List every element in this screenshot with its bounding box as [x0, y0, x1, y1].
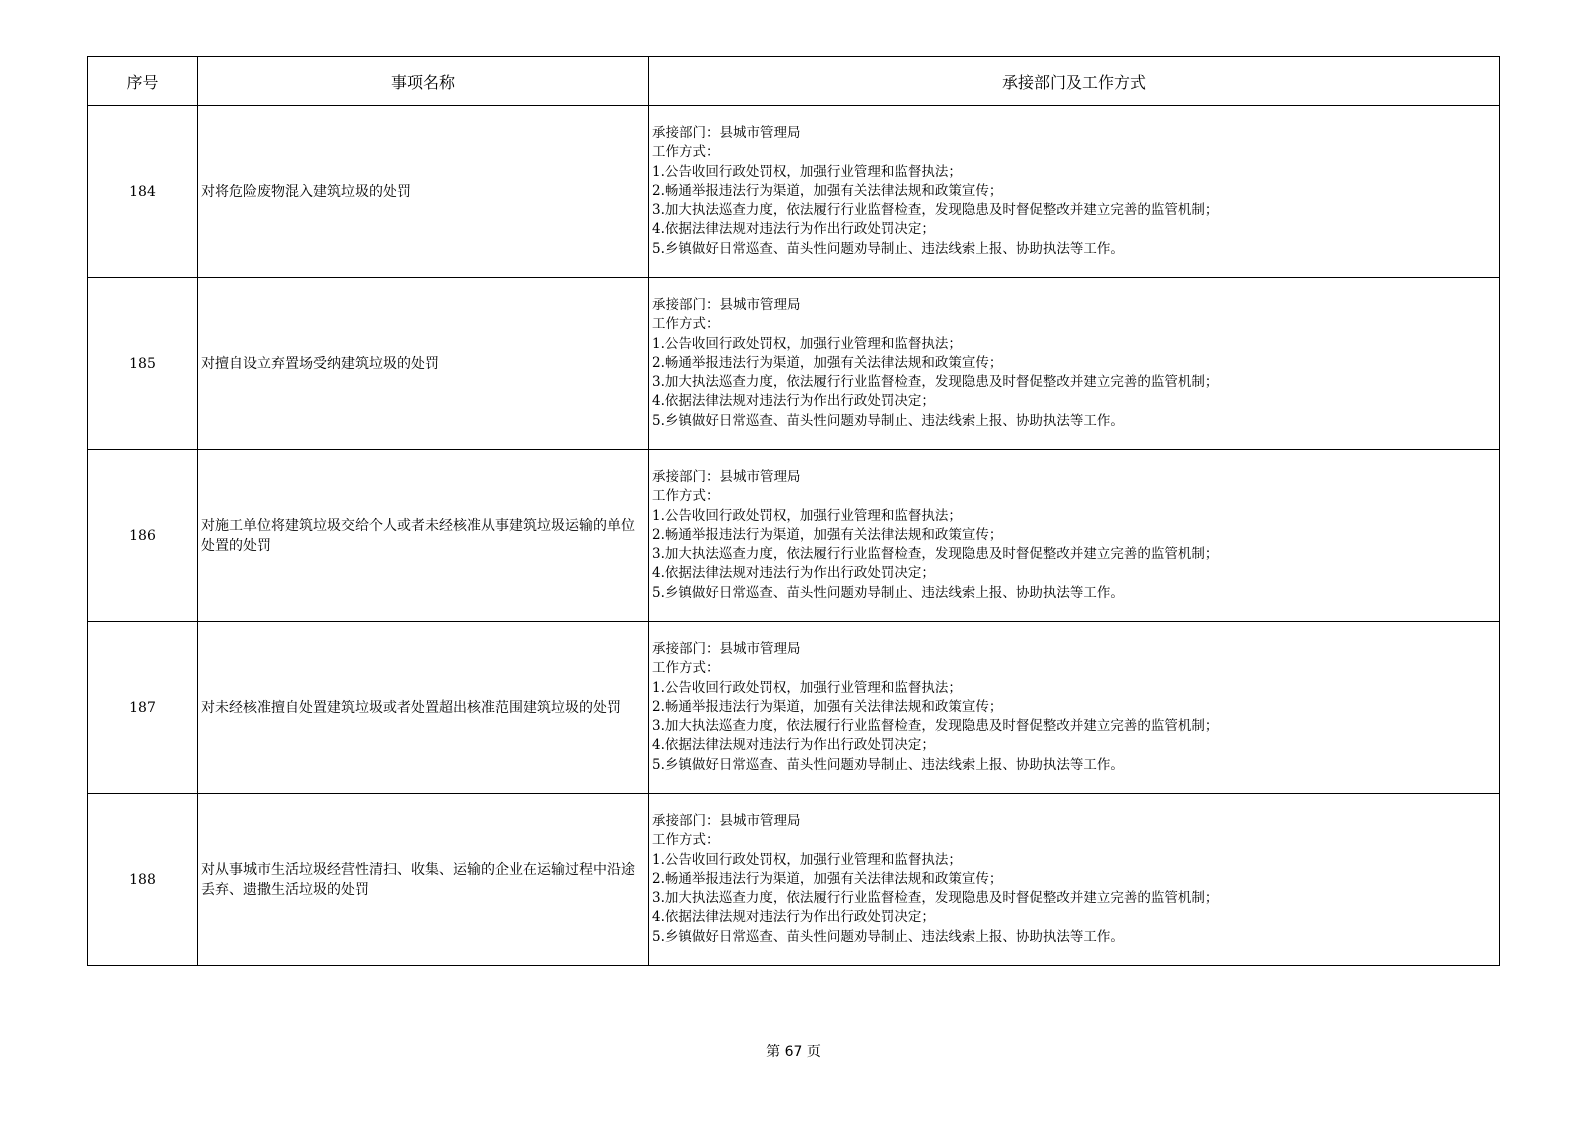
table-body: [88, 106, 1500, 966]
cell-matter-name: 对施工单位将建筑垃圾交给个人或者未经核准从事建筑垃圾运输的单位处置的处罚: [198, 450, 649, 622]
dept-method-line: 4.依据法律法规对违法行为作出行政处罚决定；: [652, 737, 935, 754]
dept-method-line: 3.加大执法巡查力度，依法履行行业监督检查，发现隐患及时督促整改并建立完善的监管机制；: [652, 890, 1219, 907]
dept-method-line: 5.乡镇做好日常巡查、苗头性问题劝导制止、违法线索上报、协助执法等工作。: [652, 756, 1124, 773]
matters-table: [87, 56, 1500, 966]
table-row: [88, 794, 1500, 966]
dept-method-line: 1.公告收回行政处罚权，加强行业管理和监督执法；: [652, 851, 962, 868]
cell-seq: 188: [88, 794, 198, 966]
cell-dept-method: [649, 794, 1500, 966]
dept-method-line: 工作方式：: [652, 144, 720, 161]
dept-method-line: 1.公告收回行政处罚权，加强行业管理和监督执法；: [652, 679, 962, 696]
dept-method-line: 工作方式：: [652, 316, 720, 333]
dept-method-line: 2.畅通举报违法行为渠道，加强有关法律法规和政策宣传；: [652, 354, 1003, 371]
cell-dept-method: [649, 278, 1500, 450]
dept-method-line: 承接部门：县城市管理局: [652, 468, 801, 485]
dept-method-line: 5.乡镇做好日常巡查、苗头性问题劝导制止、违法线索上报、协助执法等工作。: [652, 412, 1124, 429]
cell-seq: 184: [88, 106, 198, 278]
cell-seq: 186: [88, 450, 198, 622]
header-name: 事项名称: [198, 57, 649, 106]
dept-method-line: 3.加大执法巡查力度，依法履行行业监督检查，发现隐患及时督促整改并建立完善的监管机制；: [652, 546, 1219, 563]
dept-method-line: 承接部门：县城市管理局: [652, 124, 801, 141]
dept-method-line: 承接部门：县城市管理局: [652, 296, 801, 313]
dept-method-line: 3.加大执法巡查力度，依法履行行业监督检查，发现隐患及时督促整改并建立完善的监管机制；: [652, 718, 1219, 735]
table-row: [88, 106, 1500, 278]
dept-method-line: 3.加大执法巡查力度，依法履行行业监督检查，发现隐患及时督促整改并建立完善的监管机制；: [652, 202, 1219, 219]
cell-matter-name: 对擅自设立弃置场受纳建筑垃圾的处罚: [198, 278, 649, 450]
dept-method-line: 1.公告收回行政处罚权，加强行业管理和监督执法；: [652, 335, 962, 352]
dept-method-line: 1.公告收回行政处罚权，加强行业管理和监督执法；: [652, 163, 962, 180]
cell-dept-method: [649, 106, 1500, 278]
cell-matter-name: 对未经核准擅自处置建筑垃圾或者处置超出核准范围建筑垃圾的处罚: [198, 622, 649, 794]
dept-method-line: 工作方式：: [652, 660, 720, 677]
cell-matter-name: 对从事城市生活垃圾经营性清扫、收集、运输的企业在运输过程中沿途丢弃、遗撒生活垃圾的处罚: [198, 794, 649, 966]
dept-method-line: 4.依据法律法规对违法行为作出行政处罚决定；: [652, 393, 935, 410]
header-seq: 序号: [88, 57, 198, 106]
dept-method-line: 4.依据法律法规对违法行为作出行政处罚决定；: [652, 565, 935, 582]
dept-method-line: 2.畅通举报违法行为渠道，加强有关法律法规和政策宣传；: [652, 526, 1003, 543]
cell-matter-name: 对将危险废物混入建筑垃圾的处罚: [198, 106, 649, 278]
dept-method-line: 4.依据法律法规对违法行为作出行政处罚决定；: [652, 909, 935, 926]
dept-method-line: 4.依据法律法规对违法行为作出行政处罚决定；: [652, 221, 935, 238]
cell-seq: 185: [88, 278, 198, 450]
cell-dept-method: [649, 450, 1500, 622]
dept-method-line: 1.公告收回行政处罚权，加强行业管理和监督执法；: [652, 507, 962, 524]
table-row: [88, 622, 1500, 794]
cell-seq: 187: [88, 622, 198, 794]
dept-method-line: 2.畅通举报违法行为渠道，加强有关法律法规和政策宣传；: [652, 182, 1003, 199]
dept-method-line: 工作方式：: [652, 832, 720, 849]
dept-method-line: 5.乡镇做好日常巡查、苗头性问题劝导制止、违法线索上报、协助执法等工作。: [652, 584, 1124, 601]
table-row: [88, 278, 1500, 450]
dept-method-line: 5.乡镇做好日常巡查、苗头性问题劝导制止、违法线索上报、协助执法等工作。: [652, 240, 1124, 257]
dept-method-line: 工作方式：: [652, 488, 720, 505]
table-row: [88, 450, 1500, 622]
table-header-row: [88, 57, 1500, 106]
dept-method-line: 3.加大执法巡查力度，依法履行行业监督检查，发现隐患及时督促整改并建立完善的监管机制；: [652, 374, 1219, 391]
dept-method-line: 承接部门：县城市管理局: [652, 640, 801, 657]
dept-method-line: 2.畅通举报违法行为渠道，加强有关法律法规和政策宣传；: [652, 870, 1003, 887]
dept-method-line: 2.畅通举报违法行为渠道，加强有关法律法规和政策宣传；: [652, 698, 1003, 715]
dept-method-line: 5.乡镇做好日常巡查、苗头性问题劝导制止、违法线索上报、协助执法等工作。: [652, 928, 1124, 945]
dept-method-line: 承接部门：县城市管理局: [652, 812, 801, 829]
header-dept: 承接部门及工作方式: [649, 57, 1500, 106]
page-number: 第 67 页: [766, 1044, 821, 1060]
cell-dept-method: [649, 622, 1500, 794]
